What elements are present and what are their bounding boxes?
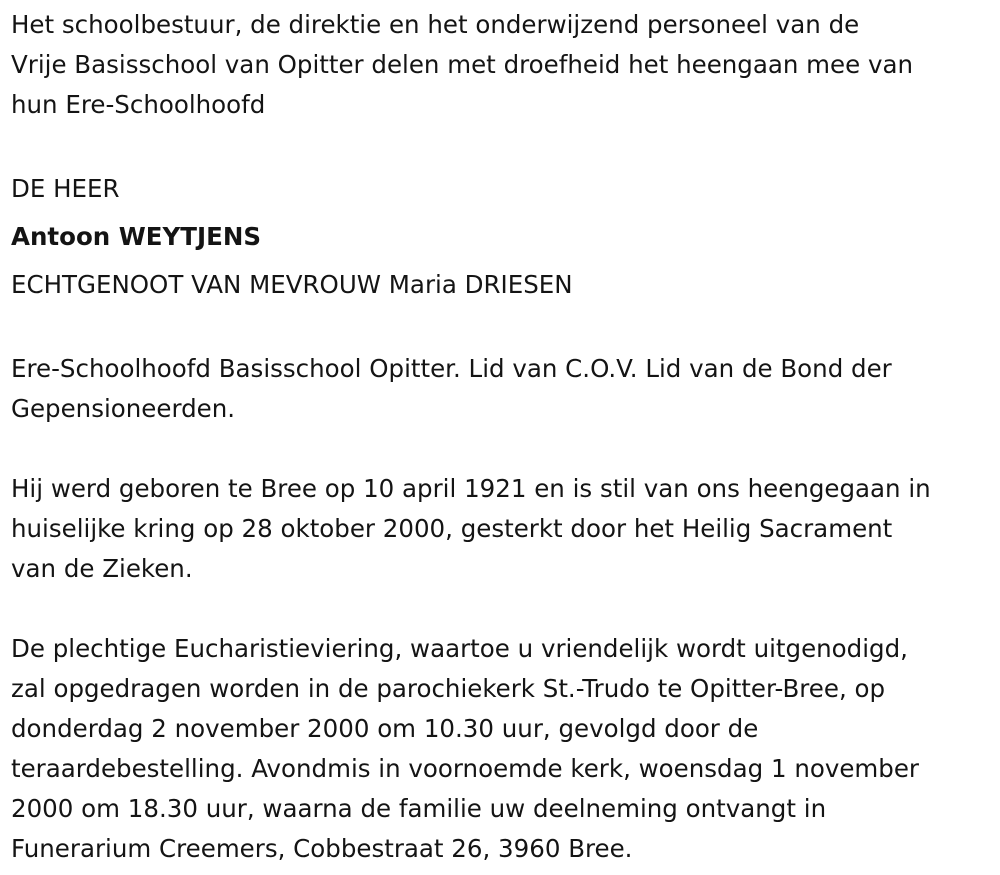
roles-line: Gepensioneerden. bbox=[11, 394, 236, 423]
honorific: DE HEER bbox=[11, 174, 120, 203]
spacer bbox=[11, 589, 996, 629]
life-line: huiselijke kring op 28 oktober 2000, gesterkt door het Heilig Sacrament bbox=[11, 514, 893, 543]
life-line: van de Zieken. bbox=[11, 554, 193, 583]
obituary-notice bbox=[11, 5, 996, 869]
ceremony-line: donderdag 2 november 2000 om 10.30 uur, gevolgd door de bbox=[11, 714, 759, 743]
roles-paragraph bbox=[11, 349, 996, 429]
spacer bbox=[11, 125, 996, 165]
ceremony-line: 2000 om 18.30 uur, waarna de familie uw deelneming ontvangt in bbox=[11, 794, 827, 823]
spacer bbox=[11, 429, 996, 469]
intro-line: Het schoolbestuur, de direktie en het onderwijzend personeel van de bbox=[11, 10, 860, 39]
deceased-block bbox=[11, 165, 996, 309]
ceremony-line: De plechtige Eucharistieviering, waartoe u vriendelijk wordt uitgenodigd, bbox=[11, 634, 908, 663]
ceremony-line: teraardebestelling. Avondmis in voornoemde kerk, woensdag 1 november bbox=[11, 754, 919, 783]
life-paragraph bbox=[11, 469, 996, 589]
ceremony-paragraph bbox=[11, 629, 996, 869]
life-line: Hij werd geboren te Bree op 10 april 1921 en is stil van ons heengegaan in bbox=[11, 474, 931, 503]
intro-line: hun Ere-Schoolhoofd bbox=[11, 90, 266, 119]
deceased-name: Antoon WEYTJENS bbox=[11, 222, 261, 251]
roles-line: Ere-Schoolhoofd Basisschool Opitter. Lid van C.O.V. Lid van de Bond der bbox=[11, 354, 892, 383]
intro-paragraph bbox=[11, 5, 996, 125]
ceremony-line: Funerarium Creemers, Cobbestraat 26, 3960 Bree. bbox=[11, 834, 633, 863]
ceremony-line: zal opgedragen worden in de parochiekerk St.-Trudo te Opitter-Bree, op bbox=[11, 674, 886, 703]
spouse-line: ECHTGENOOT VAN MEVROUW Maria DRIESEN bbox=[11, 270, 573, 299]
intro-line: Vrije Basisschool van Opitter delen met droefheid het heengaan mee van bbox=[11, 50, 914, 79]
spacer bbox=[11, 309, 996, 349]
